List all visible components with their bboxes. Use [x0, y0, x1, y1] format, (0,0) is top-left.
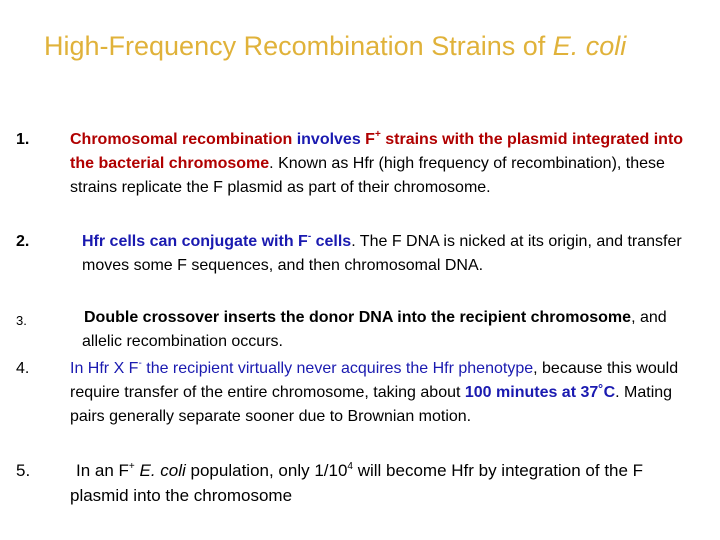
superscript: -: [307, 231, 312, 242]
list-item-number: 4.: [16, 360, 30, 377]
superscript: 4: [347, 461, 353, 472]
text-segment: population, only 1/10: [185, 461, 348, 480]
list-item-2: [16, 230, 686, 278]
list-item-text: [70, 128, 686, 200]
list-item-4: [16, 357, 686, 429]
slide-title-organism: E. coli: [552, 31, 627, 61]
list-item-number: 3.: [16, 313, 27, 328]
list-item-text: [82, 230, 686, 278]
text-segment: Hfr cells can conjugate with F: [82, 233, 308, 250]
list-item-number: 5.: [16, 461, 31, 480]
list-item-text: [82, 306, 686, 354]
superscript: +: [128, 461, 135, 472]
text-segment: , and allelic recombination occurs.: [82, 309, 667, 350]
list-item-number: 1.: [16, 131, 30, 148]
text-segment: 100 minutes at 37˚C: [464, 384, 616, 401]
text-segment: Double crossover inserts the donor DNA into the recipient chromosome: [84, 309, 632, 326]
list-item-text: [70, 357, 686, 429]
text-segment: In an F: [76, 461, 129, 480]
slide-title-text: High-Frequency Recombination Strains of: [44, 31, 553, 61]
text-segment: cells: [311, 233, 352, 250]
list-item-3: [16, 306, 686, 354]
slide-title: [44, 28, 694, 64]
text-segment: E. coli: [139, 461, 186, 480]
list-item-5: [16, 458, 686, 508]
text-segment: will become Hfr by integration of the F plasmid into the chromosome: [70, 461, 644, 505]
text-segment: In Hfr X F: [70, 360, 139, 377]
text-segment: Chromosomal recombination: [70, 131, 293, 148]
text-segment: . Known as Hfr (high frequency of recombination), these strains replicate the F plasmid as part of their chromosome.: [70, 155, 665, 196]
list-item-1: [16, 128, 686, 200]
text-segment: . Mating pairs generally separate sooner due to Brownian motion.: [70, 384, 673, 425]
text-segment: . The F DNA is nicked at its origin, and transfer moves some F sequences, and then chromosomal DNA.: [82, 233, 682, 274]
text-segment: the recipient virtually never acquires the Hfr phenotype: [141, 360, 534, 377]
text-segment: strains with the plasmid integrated into the bacterial chromosome: [70, 131, 684, 172]
text-segment: , because this would require transfer of the entire chromosome, taking about: [70, 360, 679, 401]
list-item-number: 2.: [16, 233, 30, 250]
text-segment: F: [365, 131, 375, 148]
text-segment: involves: [292, 131, 366, 148]
superscript: -: [138, 358, 142, 369]
superscript: +: [374, 129, 381, 140]
list-item-text: [70, 458, 686, 508]
